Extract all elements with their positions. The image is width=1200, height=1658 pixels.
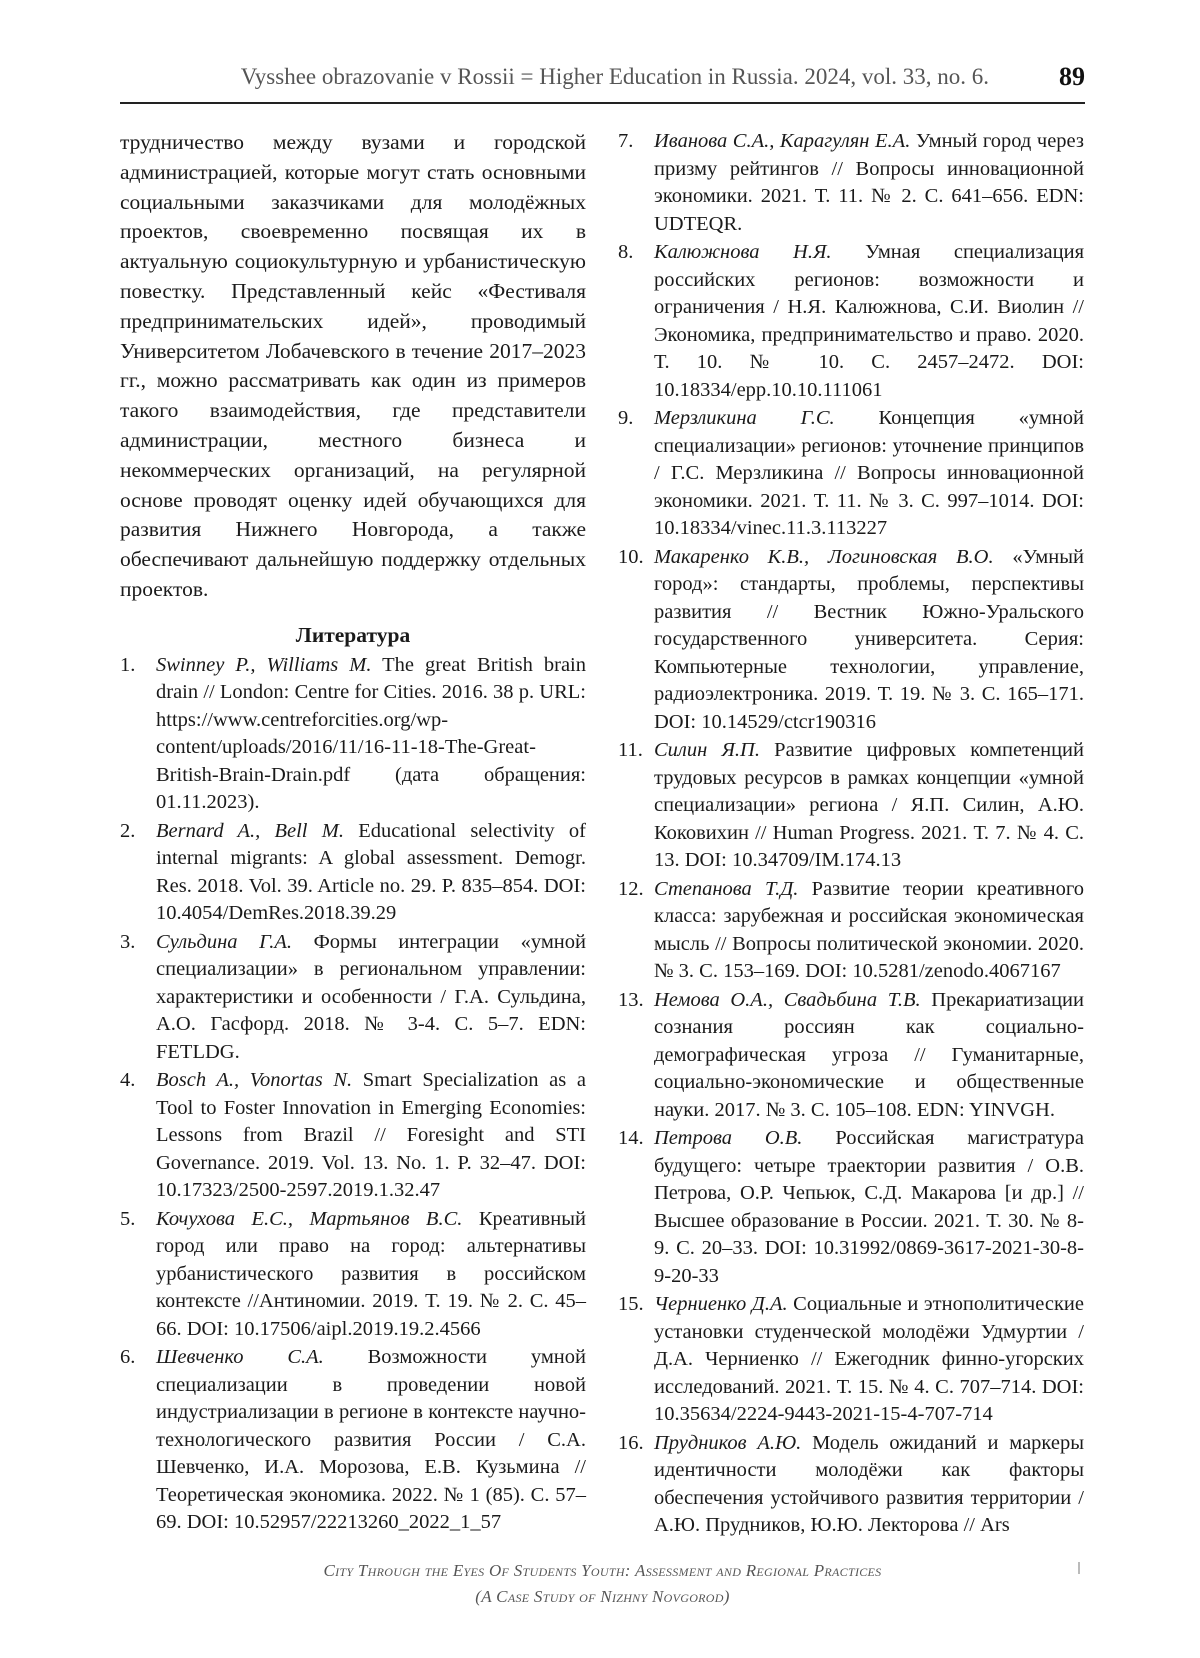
reference-authors: Немова О.А., Свадьбина Т.В. <box>654 988 921 1011</box>
reference-number: 5. <box>120 1207 136 1230</box>
reference-number: 1. <box>120 653 136 676</box>
reference-authors: Прудников А.Ю. <box>654 1431 802 1454</box>
page-number: 89 <box>1059 62 1085 91</box>
reference-authors: Степанова Т.Д. <box>654 877 799 900</box>
reference-authors: Swinney P., Williams M. <box>156 653 372 676</box>
reference-authors: Калюжнова Н.Я. <box>654 241 832 263</box>
reference-number: 13. <box>618 988 644 1011</box>
reference-item <box>618 239 1084 404</box>
reference-item <box>120 1344 586 1537</box>
reference-number: 10. <box>618 545 644 568</box>
reference-authors: Шевченко С.А. <box>156 1346 324 1369</box>
reference-text: The great British brain drain // London: Centre for Cities. 2016. 38 p. URL: https://www.centreforcities.org/wp-content/uploads/2016/11/16-11-18-The-Great-British-Brain-Drain.pdf (дата обращения: 01.11.2023). <box>156 653 586 814</box>
reference-item <box>618 544 1084 737</box>
reference-text: Умная специализация российских регионов: возможности и ограничения / Н.Я. Калюжнова, С.И. Виолин // Экономика, предпринимательство и право. 2020. Т. 10. № 10. С. 2457–2472. DOI: 10.18334/epp.10.10.111061 <box>654 241 1084 401</box>
reference-text: Smart Specialization as a Tool to Foster Innovation in Emerging Economies: Lessons from Brazil // Foresight and STI Governance. 2019. Vol. 13. No. 1. P. 32–47. DOI: 10.17323/2500-2597.2019.1.32.47 <box>156 1069 586 1202</box>
reference-text: Креативный город или право на город: альтернативы урбанистического развития в российском контексте //Антиномии. 2019. Т. 19. № 2. С. 45–66. DOI: 10.17506/aipl.2019.19.2.4566 <box>156 1207 586 1340</box>
reference-item <box>618 405 1084 543</box>
reference-text: Развитие теории креативного класса: зарубежная и российская экономическая мысль // Вопросы политической экономии. 2020. № 3. С. 153–169. DOI: 10.5281/zenodo.4067167 <box>654 877 1084 982</box>
reference-authors: Черниенко Д.А. <box>654 1293 788 1315</box>
reference-item <box>618 1291 1084 1429</box>
reference-text: Формы интеграции «умной специализации» в региональном управлении: характеристики и особенности / Г.А. Сульдина, А.О. Гасфорд. 2018. № 3-4. С. 5–7. EDN: FETLDG. <box>156 930 586 1063</box>
reference-item <box>120 1206 586 1344</box>
reference-text: «Умный город»: стандарты, проблемы, перспективы развития // Вестник Южно-Уральского государственного университета. Серия: Компьютерные технологии, управление, радиоэлектроника. 2019. Т. 19. № 3. С. 165–171. DOI: 10.14529/ctcr190316 <box>654 545 1084 733</box>
reference-list-right <box>618 128 1084 1540</box>
reference-number: 12. <box>618 877 644 900</box>
footer-mark <box>1078 1562 1080 1574</box>
reference-text: Российская магистратура будущего: четыре траектории развития / О.В. Петрова, О.Р. Чепьюк, С.Д. Макарова [и др.] // Высшее образование в России. 2021. Т. 30. № 8-9. С. 20–33. DOI: 10.31992/0869-3617-2021-30-8-9-20-33 <box>654 1127 1084 1287</box>
reference-number: 14. <box>618 1127 644 1149</box>
reference-item <box>618 1430 1084 1540</box>
reference-item <box>618 1125 1084 1290</box>
reference-text: Концепция «умной специализации» регионов: уточнение принципов / Г.С. Мерзликина // Вопросы инновационной экономики. 2021. Т. 11. № 3. С. 997–1014. DOI: 10.18334/vinec.11.3.113227 <box>654 407 1084 539</box>
reference-number: 7. <box>618 130 634 152</box>
reference-authors: Иванова С.А., Карагулян Е.А. <box>654 130 911 152</box>
reference-text: Возможности умной специализации в проведении новой индустриализации в регионе в контексте научно-технологического развития России / С.А. Шевченко, И.А. Морозова, Е.В. Кузьмина // Теоретическая экономика. 2022. № 1 (85). С. 57–69. DOI: 10.52957/22213260_2022_1_57 <box>156 1346 586 1534</box>
reference-text: Умный город через призму рейтингов // Вопросы инновационной экономики. 2021. Т. 11. № 2. С. 641–656. EDN: UDTEQR. <box>654 130 1084 235</box>
reference-authors: Bernard A., Bell M. <box>156 819 344 842</box>
footer-subtitle-line: (A Case Study of Nizhny Novgorod) <box>475 1587 730 1606</box>
body-paragraph: трудничество между вузами и городской администрацией, которые могут стать основными социальными заказчиками для молодёжных проектов, своевременно посвящая их в актуальную социокультурную и урбанистическую повестку. Представленный кейс «Фестиваля предпринимательских идей», проводимый Университетом Лобачевского в течение 2017–2023 гг., можно рассматривать как один из примеров такого взаимодействия, где представители администрации, местного бизнеса и некоммерческих организаций, на регулярной основе проводят оценку идей обучающихся для развития Нижнего Новгорода, а также обеспечивают дальнейшую поддержку отдельных проектов. <box>120 130 586 601</box>
reference-number: 3. <box>120 930 136 953</box>
reference-text: Модель ожиданий и маркеры идентичности молодёжи как факторы обеспечения устойчивого развития территории / А.Ю. Прудников, Ю.Ю. Лекторова // Ars <box>654 1431 1084 1536</box>
reference-authors: Сульдина Г.А. <box>156 930 293 953</box>
reference-item <box>120 652 586 817</box>
reference-item <box>618 737 1084 875</box>
reference-number: 6. <box>120 1346 136 1369</box>
reference-item <box>618 128 1084 238</box>
reference-text: Развитие цифровых компетенций трудовых ресурсов в рамках концепции «умной специализации» региона / Я.П. Силин, А.Ю. Коковихин // Human Progress. 2021. Т. 7. № 4. С. 13. DOI: 10.34709/IM.174.13 <box>654 739 1085 871</box>
reference-authors: Мерзликина Г.С. <box>654 407 835 429</box>
running-footer <box>120 1558 1085 1610</box>
reference-item <box>120 929 586 1067</box>
journal-title: Vysshee obrazovanie v Rossii = Higher Education in Russia. 2024, vol. 33, no. 6. <box>240 64 989 89</box>
reference-text: Социальные и этнополитические установки студенческой молодёжи Удмуртии / Д.А. Черниенко // Ежегодник финно-угорских исследований. 2021. Т. 15. № 4. С. 707–714. DOI: 10.35634/2224-9443-2021-15-4-707-714 <box>654 1293 1084 1425</box>
reference-text: Educational selectivity of internal migrants: A global assessment. Demogr. Res. 2018. Vol. 39. Article no. 29. P. 835–854. DOI: 10.4054/DemRes.2018.39.29 <box>156 819 587 925</box>
reference-item <box>120 818 586 928</box>
reference-item <box>618 876 1084 986</box>
footer-title-line: City Through the Eyes Of Students Youth: Assessment and Regional Practices <box>323 1561 882 1580</box>
reference-number: 8. <box>618 241 634 263</box>
running-header <box>120 62 1085 104</box>
reference-number: 15. <box>618 1293 644 1315</box>
reference-authors: Макаренко К.В., Логиновская В.О. <box>654 545 994 568</box>
reference-authors: Bosch A., Vonortas N. <box>156 1069 353 1092</box>
reference-number: 2. <box>120 819 136 842</box>
right-column <box>618 128 1084 1541</box>
reference-text: Прекариатизации сознания россиян как социально-демографическая угроза // Гуманитарные, социально-экономические и общественные науки. 2017. № 3. С. 105–108. EDN: YINVGH. <box>654 988 1084 1121</box>
reference-list-left <box>120 652 586 1537</box>
reference-authors: Кочухова Е.С., Мартьянов В.С. <box>156 1207 463 1230</box>
reference-number: 4. <box>120 1069 136 1092</box>
reference-item <box>120 1067 586 1205</box>
reference-number: 16. <box>618 1431 644 1454</box>
left-column <box>120 128 586 1538</box>
reference-authors: Петрова О.В. <box>654 1127 803 1149</box>
reference-authors: Силин Я.П. <box>654 739 760 761</box>
reference-number: 11. <box>618 739 643 761</box>
literature-heading: Литература <box>295 622 411 647</box>
reference-number: 9. <box>618 407 634 429</box>
reference-item <box>618 987 1084 1125</box>
